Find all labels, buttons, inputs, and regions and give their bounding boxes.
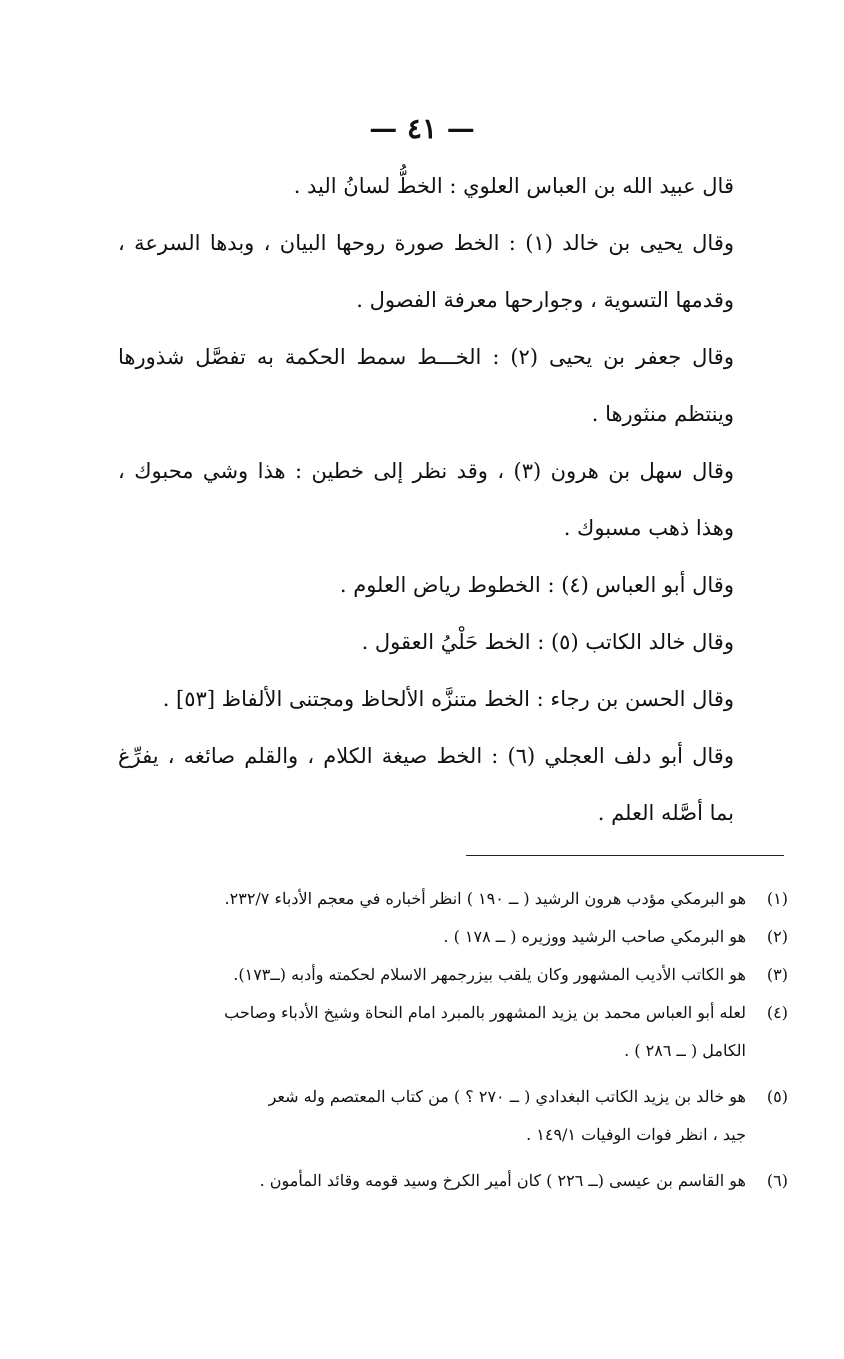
footnote-number: (٢): [766, 927, 788, 946]
paragraph-line: وقال جعفر بن يحيى (٢) : الخـــط سمط الحكمة به تفصَّل شذورها: [118, 345, 734, 369]
footnote-3: [118, 956, 788, 994]
footnote-text: هو خالد بن يزيد الكاتب البغدادي ( ــ ٢٧٠ ؟ ) من كتاب المعتصم وله شعر: [268, 1087, 746, 1106]
footnote-1: [118, 880, 788, 918]
paragraph-line: وقال سهل بن هرون (٣) ، وقد نظر إلى خطين : هذا وشي محبوك ،: [118, 459, 734, 483]
footnote-text: جيد ، انظر فوات الوفيات ١٤٩/١ .: [526, 1125, 746, 1144]
footnote-text: هو الكاتب الأديب المشهور وكان يلقب بيزرجمهر الاسلام لحكمته وأدبه (ــ١٧٣).: [233, 965, 746, 984]
footnote-number: (٣): [766, 965, 788, 984]
footnote-text: هو البرمكي صاحب الرشيد ووزيره ( ــ ١٧٨ ) .: [443, 927, 746, 946]
footnote-number: (٥): [766, 1087, 788, 1106]
footnote-6: [118, 1162, 788, 1200]
paragraph-line: قال عبيد الله بن العباس العلوي : الخطُّ لسانُ اليد .: [293, 174, 734, 198]
paragraph-line: وقال يحيى بن خالد (١) : الخط صورة روحها البيان ، وبدها السرعة ،: [118, 231, 735, 255]
footnote-number: (٦): [766, 1171, 788, 1190]
footnote-4: [118, 994, 788, 1070]
paragraph-2: [118, 215, 734, 329]
paragraph-8: [118, 728, 734, 842]
paragraph-line: وقدمها التسوية ، وجوارحها معرفة الفصول .: [356, 288, 734, 312]
main-text: [118, 158, 734, 842]
paragraph-line: بما أصَّله العلم .: [597, 801, 734, 825]
footnote-number: (١): [766, 889, 788, 908]
paragraph-line: وقال أبو العباس (٤) : الخطوط رياض العلوم .: [339, 573, 734, 597]
footnote-text: هو البرمكي مؤدب هرون الرشيد ( ــ ١٩٠ ) انظر أخباره في معجم الأدباء ٢٣٢/٧.: [224, 889, 746, 908]
footnote-text: لعله أبو العباس محمد بن يزيد المشهور بالمبرد امام النحاة وشيخ الأدباء وصاحب: [224, 1003, 746, 1022]
paragraph-line: وقال أبو دلف العجلي (٦) : الخط صيغة الكلام ، والقلم صائغه ، يفرِّغ: [118, 744, 734, 768]
paragraph-line: وقال خالد الكاتب (٥) : الخط حَلْيُ العقول .: [361, 630, 734, 654]
paragraph-line: وينتظم منثورها .: [591, 402, 734, 426]
footnote-2: [118, 918, 788, 956]
paragraph-1: [118, 158, 734, 215]
paragraph-3: [118, 329, 734, 443]
paragraph-line: وهذا ذهب مسبوك .: [563, 516, 734, 540]
footnote-divider: [466, 855, 784, 856]
page-number: — ٤١ —: [369, 112, 475, 145]
footnote-5: [118, 1078, 788, 1154]
paragraph-5: [118, 557, 734, 614]
paragraph-7: [118, 671, 734, 728]
footnotes: [118, 880, 788, 1200]
paragraph-line: وقال الحسن بن رجاء : الخط متنزَّه الألحاظ ومجتنى الألفاظ [٥٣] .: [162, 687, 734, 711]
footnote-text: الكامل ( ــ ٢٨٦ ) .: [624, 1041, 746, 1060]
paragraph-4: [118, 443, 734, 557]
footnote-number: (٤): [766, 1003, 788, 1022]
paragraph-6: [118, 614, 734, 671]
footnote-text: هو القاسم بن عيسى (ــ ٢٢٦ ) كان أمير الكرخ وسيد قومه وقائد المأمون .: [259, 1171, 746, 1190]
